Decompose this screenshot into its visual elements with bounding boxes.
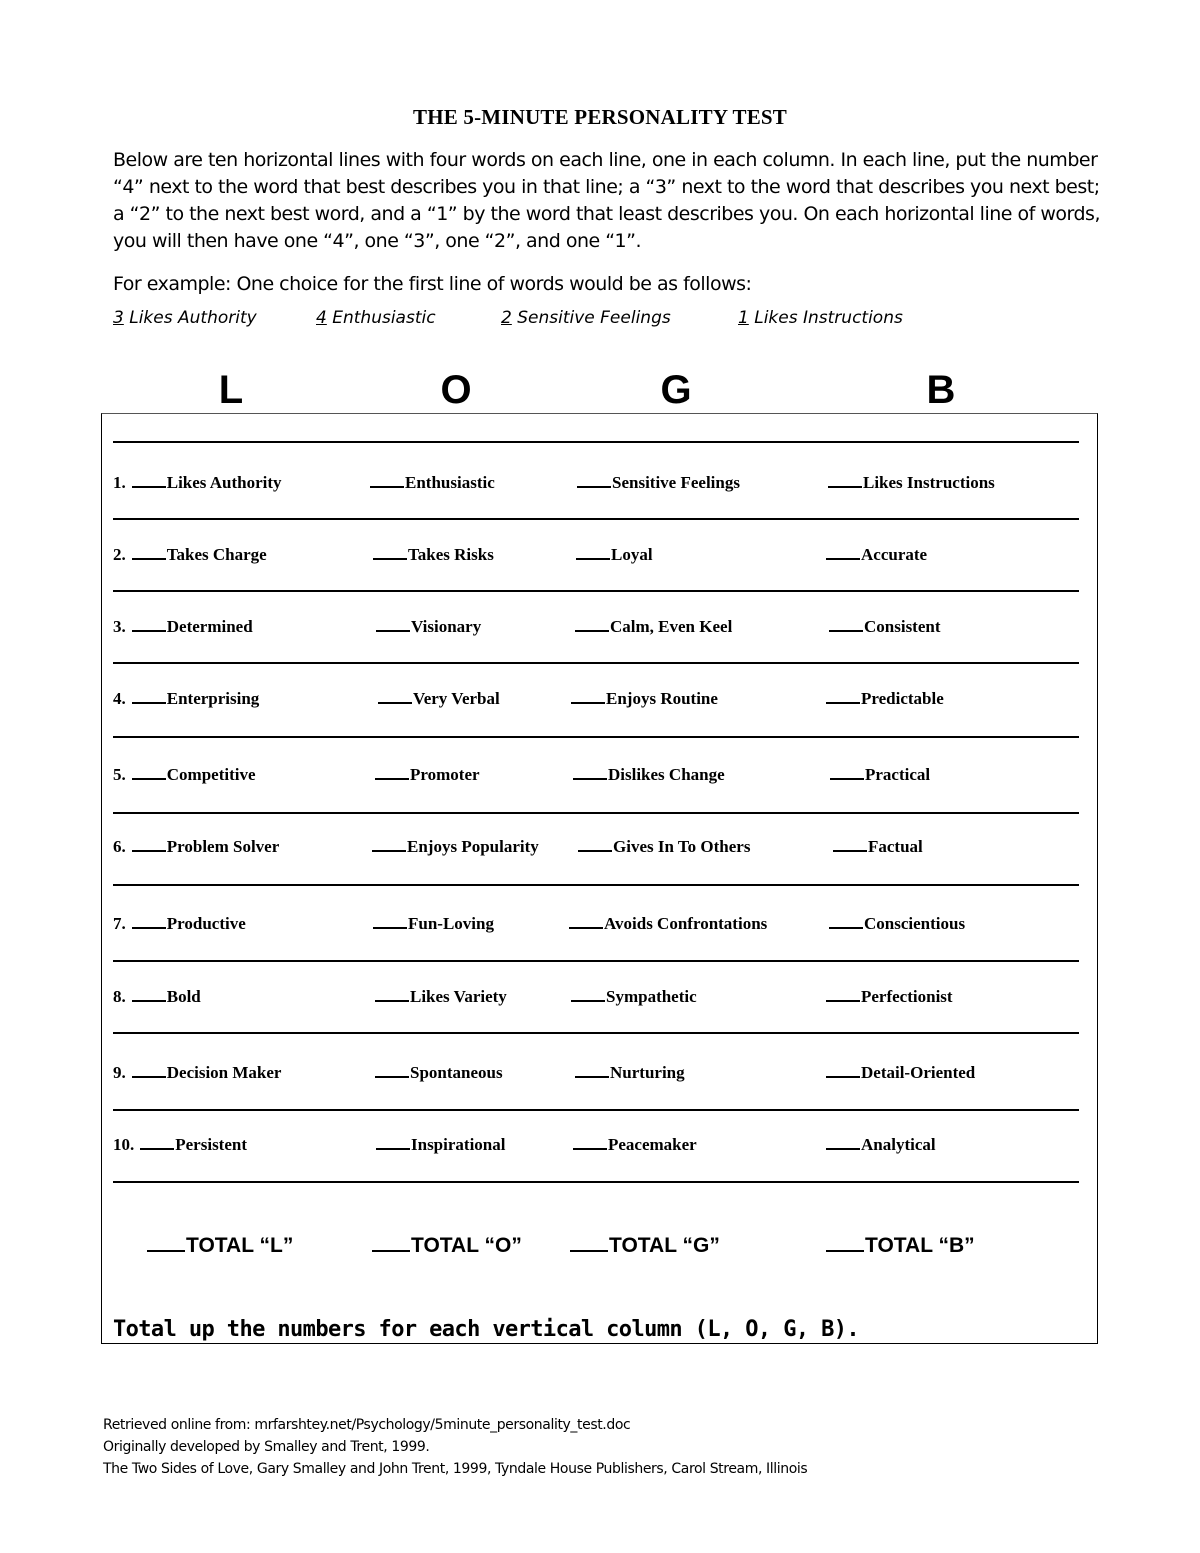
score-blank[interactable]: [370, 472, 404, 488]
score-blank[interactable]: [375, 1062, 409, 1078]
score-blank[interactable]: [578, 836, 612, 852]
row-cell-g: [569, 913, 767, 934]
column-letter-b: B: [926, 368, 956, 412]
total-label: TOTAL “O”: [411, 1234, 522, 1257]
row-word: Conscientious: [864, 914, 966, 933]
example-number: 4: [316, 308, 327, 328]
row-number: 6.: [113, 837, 126, 856]
row-word: Factual: [868, 837, 923, 856]
row-word: Enjoys Popularity: [407, 837, 539, 856]
score-blank[interactable]: [140, 1134, 174, 1150]
row-word: Likes Instructions: [863, 473, 995, 492]
score-blank[interactable]: [828, 472, 862, 488]
score-blank[interactable]: [132, 472, 166, 488]
row-word: Inspirational: [411, 1135, 506, 1154]
score-blank[interactable]: [376, 616, 410, 632]
score-blank[interactable]: [132, 544, 166, 560]
row-word: Consistent: [864, 617, 941, 636]
row-divider: [113, 590, 1079, 592]
score-blank[interactable]: [132, 616, 166, 632]
row-word: Determined: [166, 617, 253, 636]
row-cell-g: [573, 1134, 697, 1155]
row-cell-o: [378, 688, 500, 709]
row-cell-o: [375, 1062, 503, 1083]
row-divider: [113, 518, 1079, 520]
row-word: Competitive: [166, 765, 256, 784]
row-divider: [113, 960, 1079, 962]
score-blank[interactable]: [826, 544, 860, 560]
total-g: [570, 1232, 720, 1258]
row-cell-o: [373, 544, 494, 565]
question-row: [0, 913, 1200, 937]
row-number: 3.: [113, 617, 126, 636]
row-cell-g: [577, 472, 740, 493]
row-cell-b: [830, 764, 930, 785]
row-cell-l: [113, 986, 201, 1007]
instructions: [113, 147, 1103, 298]
question-row: [0, 688, 1200, 712]
row-divider: [113, 662, 1079, 664]
score-blank[interactable]: [571, 688, 605, 704]
question-row: [0, 764, 1200, 788]
row-word: Productive: [166, 914, 246, 933]
row-cell-b: [826, 544, 927, 565]
score-blank[interactable]: [826, 688, 860, 704]
example-number: 1: [738, 308, 749, 328]
row-word: Sensitive Feelings: [612, 473, 740, 492]
total-b: [826, 1232, 975, 1258]
row-word: Avoids Confrontations: [604, 914, 768, 933]
total-o: [372, 1232, 522, 1258]
score-blank[interactable]: [376, 1134, 410, 1150]
row-number: 8.: [113, 987, 126, 1006]
row-divider: [113, 736, 1079, 738]
row-cell-l: [113, 764, 256, 785]
footer-line: Retrieved online from: mrfarshtey.net/Psychology/5minute_personality_test.doc: [103, 1417, 631, 1433]
row-word: Promoter: [410, 765, 480, 784]
example-word: Likes Authority: [129, 308, 257, 328]
row-cell-o: [375, 764, 480, 785]
score-blank[interactable]: [573, 764, 607, 780]
row-word: Problem Solver: [166, 837, 280, 856]
question-row: [0, 1062, 1200, 1086]
row-word: Gives In To Others: [613, 837, 751, 856]
score-blank[interactable]: [373, 913, 407, 929]
total-label: TOTAL “B”: [865, 1234, 975, 1257]
row-word: Detail-Oriented: [861, 1063, 976, 1082]
totaling-instruction: Total up the numbers for each vertical column (L, O, G, B).: [113, 1317, 860, 1342]
row-number: 10.: [113, 1135, 135, 1154]
example-item: [738, 308, 903, 328]
row-divider: [113, 441, 1079, 443]
score-blank[interactable]: [372, 836, 406, 852]
score-blank[interactable]: [575, 1062, 609, 1078]
row-cell-l: [113, 1134, 247, 1155]
score-blank[interactable]: [577, 472, 611, 488]
row-cell-b: [826, 688, 944, 709]
score-blank[interactable]: [378, 688, 412, 704]
question-row: [0, 1134, 1200, 1158]
row-cell-l: [113, 688, 259, 709]
question-row: [0, 986, 1200, 1010]
row-cell-o: [375, 986, 507, 1007]
row-cell-l: [113, 913, 246, 934]
question-row: [0, 616, 1200, 640]
score-blank[interactable]: [829, 616, 863, 632]
row-number: 2.: [113, 545, 126, 564]
question-row: [0, 472, 1200, 496]
example-word: Likes Instructions: [754, 308, 903, 328]
score-blank[interactable]: [375, 764, 409, 780]
score-blank[interactable]: [373, 544, 407, 560]
column-letters: [0, 368, 1200, 418]
row-word: Practical: [865, 765, 931, 784]
example-item: [501, 308, 671, 328]
example-items: [0, 308, 1200, 334]
row-cell-o: [372, 836, 539, 857]
score-blank[interactable]: [132, 1062, 166, 1078]
row-cell-o: [373, 913, 494, 934]
row-word: Enterprising: [166, 689, 260, 708]
example-item: [316, 308, 436, 328]
score-blank[interactable]: [575, 616, 609, 632]
row-word: Very Verbal: [413, 689, 500, 708]
example-intro: For example: One choice for the first line of words would be as follows:: [113, 273, 752, 295]
score-blank[interactable]: [826, 1062, 860, 1078]
column-letter-g: G: [660, 368, 692, 412]
row-word: Likes Authority: [166, 473, 282, 492]
row-cell-b: [826, 1134, 936, 1155]
score-blank[interactable]: [571, 986, 605, 1002]
row-divider: [113, 812, 1079, 814]
footer-line: The Two Sides of Love, Gary Smalley and John Trent, 1999, Tyndale House Publishers, Carol Stream, Illinois: [103, 1461, 808, 1477]
example-item: [113, 308, 257, 328]
footer-citation: [103, 1414, 807, 1480]
row-cell-g: [573, 764, 725, 785]
row-word: Calm, Even Keel: [610, 617, 733, 636]
footer-line: Originally developed by Smalley and Trent, 1999.: [103, 1439, 430, 1455]
row-divider: [113, 1032, 1079, 1034]
score-blank[interactable]: [829, 913, 863, 929]
row-word: Analytical: [861, 1135, 936, 1154]
question-row: [0, 544, 1200, 568]
row-word: Loyal: [611, 545, 653, 564]
example-word: Sensitive Feelings: [517, 308, 671, 328]
row-cell-b: [826, 1062, 975, 1083]
row-word: Takes Charge: [166, 545, 267, 564]
row-number: 1.: [113, 473, 126, 492]
row-word: Spontaneous: [410, 1063, 503, 1082]
row-divider: [113, 1181, 1079, 1183]
row-word: Peacemaker: [608, 1135, 697, 1154]
score-blank[interactable]: [569, 913, 603, 929]
total-l: [147, 1232, 293, 1258]
score-blank[interactable]: [573, 1134, 607, 1150]
row-word: Dislikes Change: [608, 765, 725, 784]
total-label: TOTAL “G”: [609, 1234, 720, 1257]
score-blank[interactable]: [830, 764, 864, 780]
row-word: Nurturing: [610, 1063, 685, 1082]
total-blank[interactable]: [372, 1232, 410, 1252]
row-number: 7.: [113, 914, 126, 933]
row-cell-g: [571, 986, 697, 1007]
totals-row: [0, 1232, 1200, 1262]
row-word: Sympathetic: [606, 987, 697, 1006]
row-word: Fun-Loving: [408, 914, 494, 933]
row-word: Visionary: [411, 617, 482, 636]
score-blank[interactable]: [132, 986, 166, 1002]
row-word: Likes Variety: [410, 987, 507, 1006]
row-cell-g: [576, 544, 653, 565]
row-word: Enthusiastic: [405, 473, 495, 492]
score-blank[interactable]: [826, 1134, 860, 1150]
row-word: Accurate: [861, 545, 928, 564]
row-cell-o: [376, 1134, 505, 1155]
total-blank[interactable]: [826, 1232, 864, 1252]
row-word: Enjoys Routine: [606, 689, 718, 708]
total-blank[interactable]: [570, 1232, 608, 1252]
page-title: THE 5-MINUTE PERSONALITY TEST: [413, 105, 787, 129]
score-blank[interactable]: [132, 688, 166, 704]
row-cell-o: [376, 616, 481, 637]
total-label: TOTAL “L”: [186, 1234, 294, 1257]
row-cell-b: [829, 913, 965, 934]
row-word: Takes Risks: [408, 545, 494, 564]
row-cell-l: [113, 1062, 281, 1083]
score-blank[interactable]: [833, 836, 867, 852]
row-cell-g: [575, 1062, 685, 1083]
row-cell-b: [829, 616, 941, 637]
row-cell-l: [113, 472, 282, 493]
score-blank[interactable]: [576, 544, 610, 560]
row-cell-l: [113, 836, 279, 857]
row-cell-l: [113, 544, 267, 565]
row-cell-b: [833, 836, 923, 857]
column-letter-l: L: [218, 368, 244, 412]
row-number: 9.: [113, 1063, 126, 1082]
row-word: Bold: [166, 987, 201, 1006]
row-divider: [113, 1109, 1079, 1111]
row-cell-g: [578, 836, 750, 857]
row-cell-g: [571, 688, 718, 709]
instructions-paragraph: Below are ten horizontal lines with four words on each line, one in each column. In each line, put the number “4” next to the word that best describes you in that line; a “3” next to the word that describes you next best; a “2” to the next best word, and a “1” by the word that least describes you. On each horizontal line of words, you will then have one “4”, one “3”, one “2”, and one “1”.: [113, 149, 1100, 252]
row-word: Predictable: [861, 689, 944, 708]
score-blank[interactable]: [132, 913, 166, 929]
row-cell-b: [828, 472, 995, 493]
score-blank[interactable]: [375, 986, 409, 1002]
row-number: 4.: [113, 689, 126, 708]
example-word: Enthusiastic: [332, 308, 436, 328]
score-blank[interactable]: [132, 764, 166, 780]
example-number: 2: [501, 308, 512, 328]
score-blank[interactable]: [826, 986, 860, 1002]
row-word: Decision Maker: [166, 1063, 282, 1082]
row-divider: [113, 884, 1079, 886]
row-cell-o: [370, 472, 495, 493]
row-cell-g: [575, 616, 732, 637]
score-blank[interactable]: [132, 836, 166, 852]
row-cell-l: [113, 616, 253, 637]
row-cell-b: [826, 986, 953, 1007]
question-row: [0, 836, 1200, 860]
row-word: Persistent: [175, 1135, 248, 1154]
total-blank[interactable]: [147, 1232, 185, 1252]
column-letter-o: O: [440, 368, 472, 412]
row-word: Perfectionist: [861, 987, 953, 1006]
row-number: 5.: [113, 765, 126, 784]
example-number: 3: [113, 308, 124, 328]
